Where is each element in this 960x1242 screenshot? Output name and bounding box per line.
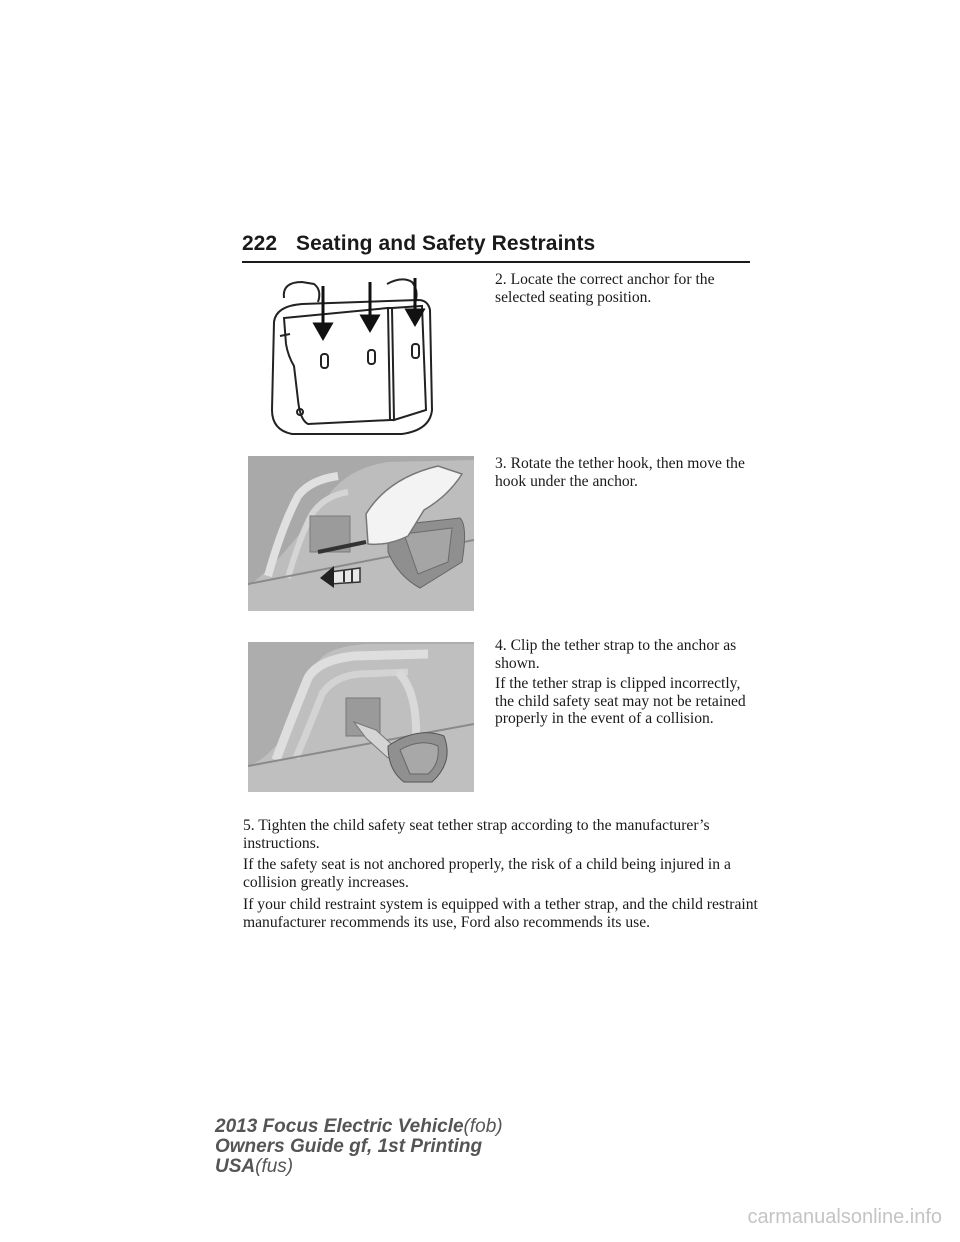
recommendation-text: If your child restraint system is equipped with a tether strap, and the child restraint manufacturer recommends its use, Ford also recommends its use. [243,896,758,931]
tether-clip-illustration [248,642,474,792]
step-4-note: If the tether strap is clipped incorrectly, the child safety seat may not be retained properly in the event of a collision. [495,675,746,727]
footer-guide: Owners Guide gf, 1st Printing [215,1136,483,1157]
header-rule [242,261,750,263]
page-number: 222 [242,232,278,255]
footer-model: 2013 Focus Electric Vehicle [215,1116,464,1137]
document-footer [215,1117,503,1177]
step-3-text: 3. Rotate the tether hook, then move the hook under the anchor. [495,455,745,490]
watermark: carmanualsonline.info [747,1206,942,1228]
section-title: Seating and Safety Restraints [296,232,596,255]
step-5-text: 5. Tighten the child safety seat tether strap according to the manufacturer’s instructions. [243,817,710,852]
step-2-text: 2. Locate the correct anchor for the selected seating position. [495,271,715,306]
step-4-text: 4. Clip the tether strap to the anchor as shown. [495,637,737,672]
page-header [242,228,750,262]
footer-region: USA [215,1156,256,1177]
warning-text: If the safety seat is not anchored properly, the risk of a child being injured in a collision greatly increases. [243,856,731,891]
footer-region-code: (fus) [255,1156,294,1177]
footer-model-code: (fob) [463,1116,503,1137]
seat-anchor-illustration [262,270,442,442]
tether-hook-illustration [248,456,474,611]
